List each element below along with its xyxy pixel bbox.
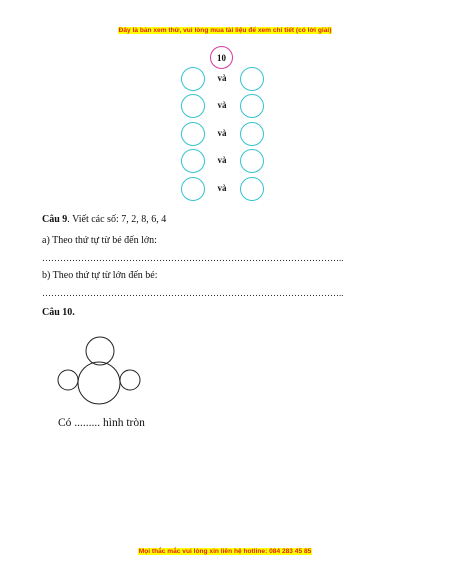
left-circle-shape: [58, 370, 78, 390]
question-10-label: Câu 10.: [42, 307, 75, 318]
right-answer-circle: [240, 94, 264, 118]
total-number-circle: [210, 46, 233, 69]
left-answer-circle: [181, 177, 205, 201]
question-9-prompt: [42, 213, 166, 226]
question-9-part-b: b) Theo thứ tự từ lớn đến bé:: [42, 270, 158, 281]
answer-blank-a[interactable]: ………………………………………………………………………………………..: [42, 253, 344, 263]
hotline-banner: [0, 547, 450, 556]
connector-word: và: [217, 73, 227, 83]
connector-word: và: [217, 183, 227, 193]
right-answer-circle: [240, 67, 264, 91]
connector-word: và: [217, 100, 227, 110]
preview-notice-banner: [0, 26, 450, 35]
right-answer-circle: [240, 149, 264, 173]
split-pair-row: [0, 177, 450, 201]
connector-word: và: [217, 155, 227, 165]
right-answer-circle: [240, 177, 264, 201]
right-circle-shape: [120, 370, 140, 390]
connector-word: và: [217, 128, 227, 138]
circles-figure: [56, 335, 146, 405]
left-answer-circle: [181, 122, 205, 146]
split-pair-row: [0, 149, 450, 173]
question-9-text: . Viết các số: 7, 2, 8, 6, 4: [67, 214, 167, 225]
top-circle-shape: [86, 337, 114, 365]
question-9-part-a: a) Theo thứ tự từ bé đến lớn:: [42, 235, 157, 246]
left-answer-circle: [181, 149, 205, 173]
answer-blank-b[interactable]: ………………………………………………………………………………………..: [42, 288, 344, 298]
split-pair-row: [0, 94, 450, 118]
question-10-answer: Có ......... hình tròn: [58, 417, 145, 429]
split-pair-row: [0, 122, 450, 146]
left-answer-circle: [181, 94, 205, 118]
hotline-text: Mọi thắc mắc vui lòng xin liên hệ hotline: 084 283 45 85: [138, 548, 312, 555]
center-circle-shape: [78, 362, 120, 404]
total-number: 10: [217, 52, 226, 63]
right-answer-circle: [240, 122, 264, 146]
left-answer-circle: [181, 67, 205, 91]
preview-notice-text: Đây là bản xem thử, vui lòng mua tài liệu để xem chi tiết (có lời giải): [118, 27, 332, 34]
split-pair-row: [0, 67, 450, 91]
question-9-label: Câu 9: [42, 214, 68, 225]
